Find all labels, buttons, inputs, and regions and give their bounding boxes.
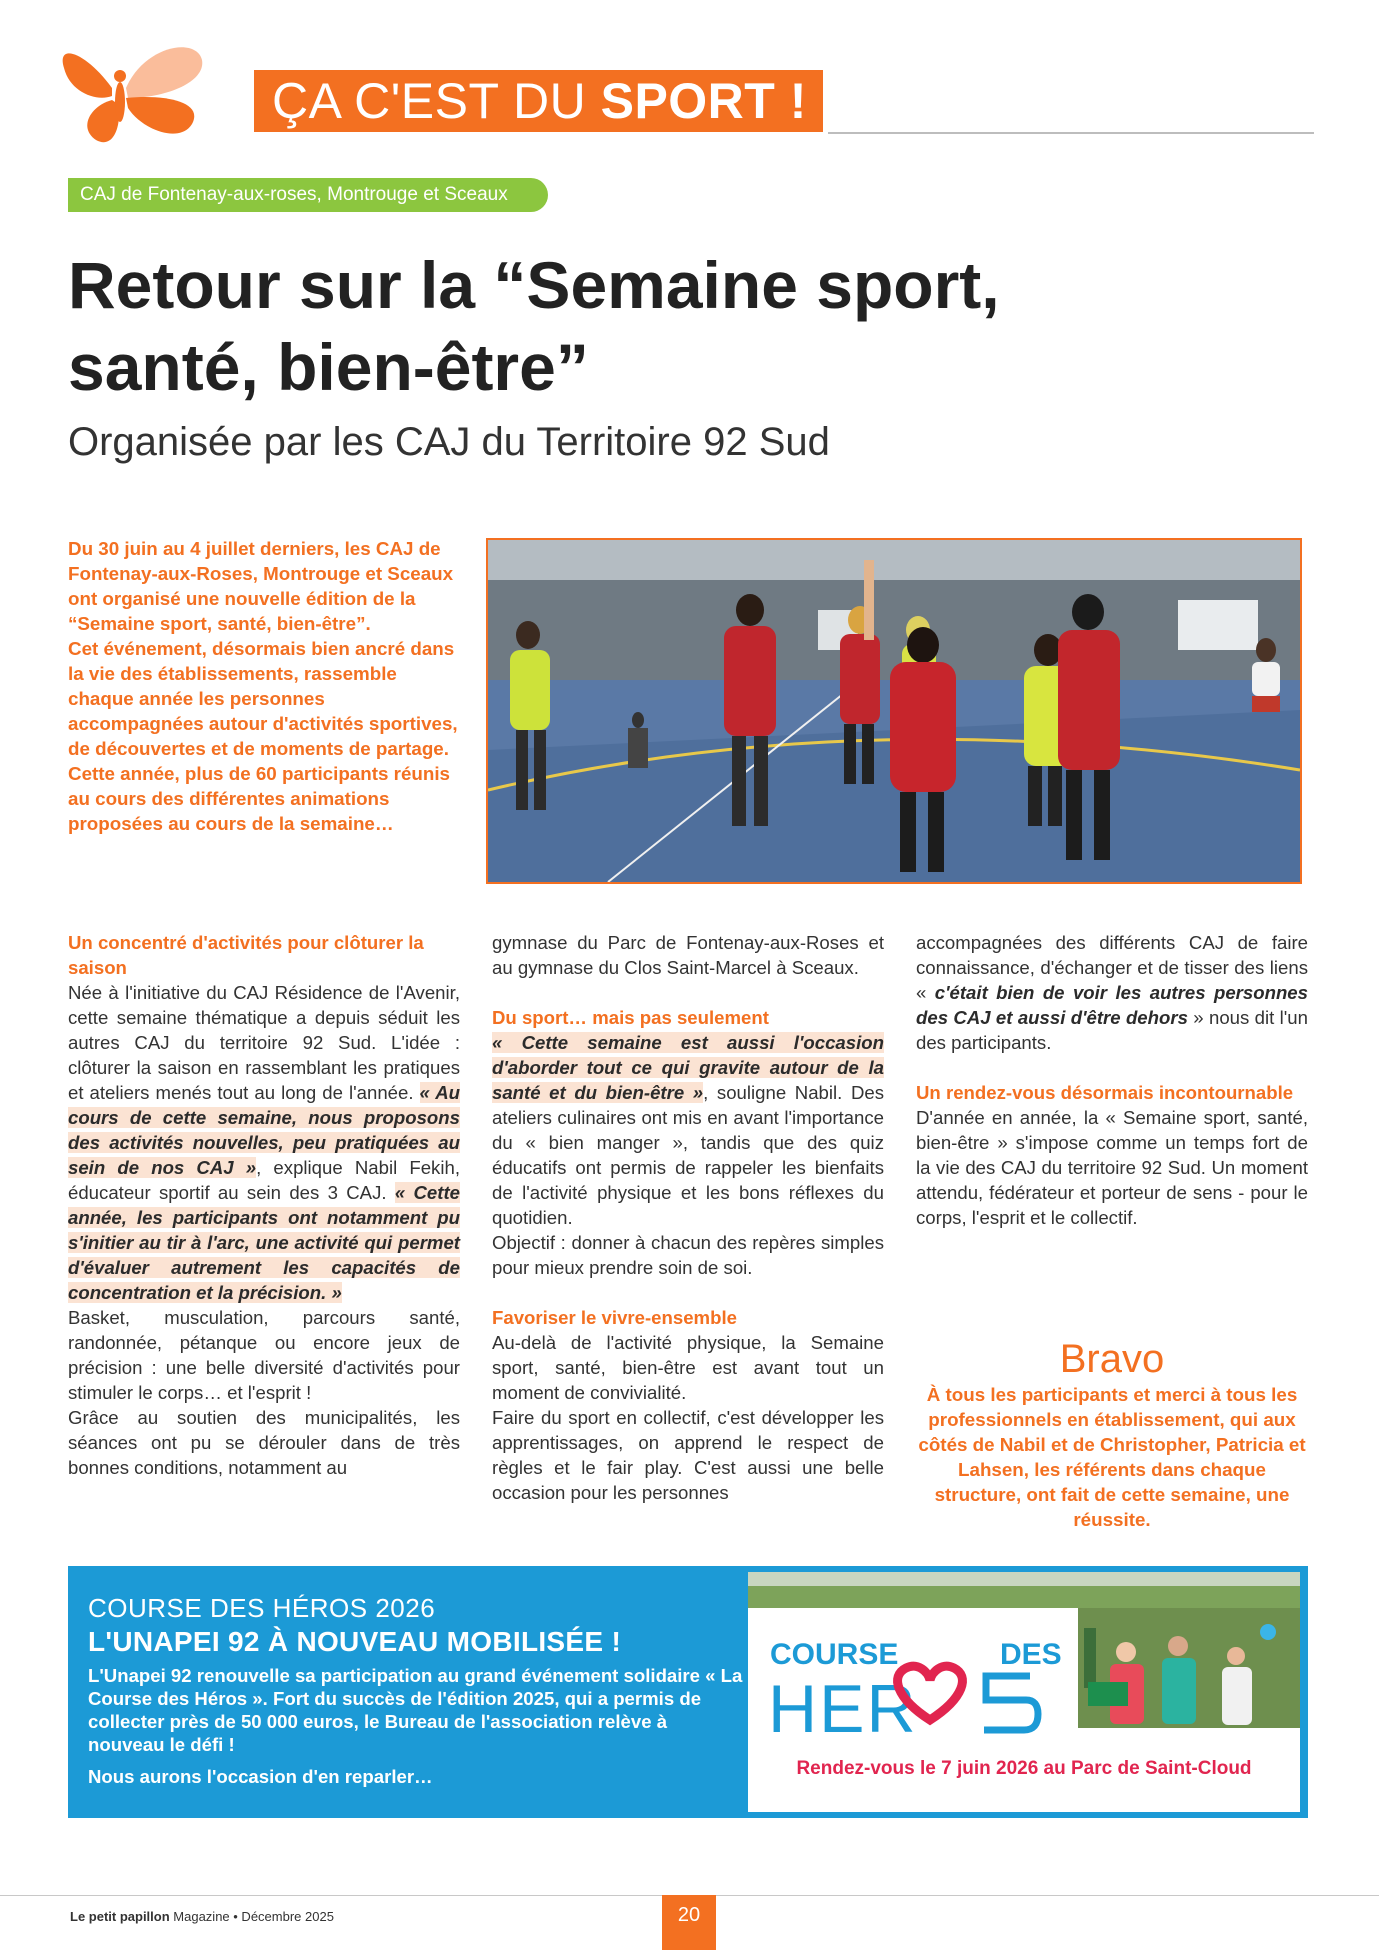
quote-highlight: « Au cours de cette semaine, nous proposons des activités nouvelles, peu pratiquées au sein de nos CAJ » xyxy=(68,1082,461,1178)
section-heading: Un concentré d'activités pour clôturer la saison xyxy=(68,932,424,978)
article-subtitle: Organisée par les CAJ du Territoire 92 Sud xyxy=(68,420,830,464)
banner-bold-text: SPORT ! xyxy=(600,73,807,129)
section-heading: Favoriser le vivre-ensemble xyxy=(492,1307,737,1328)
logo-des-text: DES xyxy=(1000,1638,1062,1671)
footer-publication xyxy=(70,1909,334,1924)
body-paragraph: Grâce au soutien des municipalités, les séances ont pu se dérouler dans de très bonnes conditions, notamment au xyxy=(68,1407,460,1478)
body-text: » nous dit l'un des participants. xyxy=(916,1007,1308,1053)
gym-photo-illustration xyxy=(488,540,1300,882)
bravo-box xyxy=(916,1336,1308,1532)
body-paragraph xyxy=(916,930,1308,1055)
intro-text xyxy=(68,536,458,836)
quote-highlight: « Cette année, les participants ont notamment pu s'initier au tir à l'arc, une activité qui permet d'évaluer autrement les capacités de concentration et la précision. » xyxy=(68,1182,460,1303)
course-more: Nous aurons l'occasion d'en reparler… xyxy=(88,1766,433,1787)
body-paragraph: gymnase du Parc de Fontenay-aux-Roses et au gymnase du Clos Saint-Marcel à Sceaux. xyxy=(492,932,884,978)
course-visual xyxy=(748,1572,1300,1812)
page-number: 20 xyxy=(662,1895,716,1950)
column-2 xyxy=(492,930,884,1505)
quote-italic: c'était bien de voir les autres personnes des CAJ et aussi d'être dehors xyxy=(916,982,1308,1028)
bravo-text: À tous les participants et merci à tous les professionnels en établissement, qui aux côtés de Nabil et de Christopher, Patricia et Lahsen, les référents dans chaque structure, ont fait de cette semaine, une réussite. xyxy=(918,1384,1306,1530)
footer-brand: Le petit papillon xyxy=(70,1909,170,1924)
article-title: Retour sur la “Semaine sport, santé, bien-être” xyxy=(68,248,1000,404)
body-text: Née à l'initiative du CAJ Résidence de l'Avenir, cette semaine thématique a depuis séduit les autres CAJ du territoire 92 Sud. L'idée : clôturer la saison en rassemblant les pratiques et ateliers menés tout au long de l'année. xyxy=(68,982,460,1103)
quote-highlight: « Cette semaine est aussi l'occasion d'aborder tout ce qui gravite autour de la santé et du bien-être » xyxy=(492,1032,884,1103)
course-heading: L'UNAPEI 92 À NOUVEAU MOBILISÉE ! xyxy=(88,1626,622,1657)
body-text: , souligne Nabil. Des ateliers culinaires ont mis en avant l'importance du « bien manger », tandis que des quiz éducatifs ont permis de rappeler les bienfaits de l'activité physique et les bons réflexes du quotidien. xyxy=(492,1082,885,1228)
body-paragraph: Objectif : donner à chacun des repères simples pour mieux prendre soin de soi. xyxy=(492,1232,884,1278)
gym-photo xyxy=(486,538,1302,884)
body-paragraph: Au-delà de l'activité physique, la Semaine sport, santé, bien-être est avant tout un moment de convivialité. xyxy=(492,1332,884,1403)
logo-course-text: COURSE xyxy=(770,1638,899,1671)
intro-paragraph: Du 30 juin au 4 juillet derniers, les CAJ de Fontenay-aux-Roses, Montrouge et Sceaux ont organisé une nouvelle édition de la “Semaine sport, santé, bien-être”. xyxy=(68,538,454,634)
body-text: accompagnées des différents CAJ de faire connaissance, d'échanger et de tisser des liens « xyxy=(916,932,1308,1003)
course-kicker: COURSE DES HÉROS 2026 xyxy=(88,1593,436,1623)
body-paragraph xyxy=(492,1030,884,1230)
column-1 xyxy=(68,930,460,1480)
rdv-date: 7 juin 2026 xyxy=(941,1758,1039,1779)
intro-paragraph: Cet événement, désormais bien ancré dans la vie des établissements, rassemble chaque année les personnes accompagnées autour d'activités sportives, de découvertes et de moments de partage. Cette année, plus de 60 participants réunis au cours des différentes animations proposées au cours de la semaine… xyxy=(68,638,458,834)
body-paragraph xyxy=(68,980,460,1305)
section-heading: Un rendez-vous désormais incontournable xyxy=(916,1082,1294,1103)
butterfly-logo-icon xyxy=(56,32,206,152)
section-banner xyxy=(254,70,823,132)
body-paragraph: Faire du sport en collectif, c'est développer les apprentissages, on apprend le respect de règles et le fair play. C'est aussi une belle occasion pour les personnes xyxy=(492,1407,884,1503)
banner-light-text: ÇA C'EST DU xyxy=(272,73,601,129)
section-heading: Du sport… mais pas seulement xyxy=(492,1007,769,1028)
course-des-heros-box xyxy=(68,1566,1308,1818)
rdv-prefix: Rendez-vous le xyxy=(796,1758,942,1779)
body-paragraph: Basket, musculation, parcours santé, randonnée, pétanque ou encore jeux de précision : une belle diversité d'activités pour stimuler le corps… et l'esprit ! xyxy=(68,1307,460,1403)
course-body: L'Unapei 92 renouvelle sa participation au grand événement solidaire « La Course des Héros ». Fort du succès de l'édition 2025, qui a permis de collecter près de 50 000 euros, le Bureau de l'association relève à nouveau le défi ! xyxy=(88,1665,743,1755)
bravo-title: Bravo xyxy=(1059,1337,1165,1381)
course-text-block xyxy=(88,1592,748,1788)
column-3 xyxy=(916,930,1308,1230)
footer-issue: Magazine • Décembre 2025 xyxy=(169,1909,334,1924)
course-rendezvous xyxy=(748,1758,1300,1780)
course-logo-and-photo xyxy=(748,1572,1300,1752)
banner-divider xyxy=(828,132,1314,134)
logo-her-text: HER xyxy=(768,1671,918,1747)
rdv-suffix: au Parc de Saint-Cloud xyxy=(1038,1758,1252,1779)
body-text: , explique Nabil Fekih, éducateur sportif au sein des 3 CAJ. xyxy=(68,1157,460,1203)
category-tag: CAJ de Fontenay-aux-roses, Montrouge et Sceaux xyxy=(68,178,548,212)
body-paragraph: D'année en année, la « Semaine sport, santé, bien-être » s'impose comme un temps fort de la vie des CAJ du territoire 92 Sud. Un moment attendu, fédérateur et porteur de sens - pour le corps, l'esprit et le collectif. xyxy=(916,1107,1308,1228)
